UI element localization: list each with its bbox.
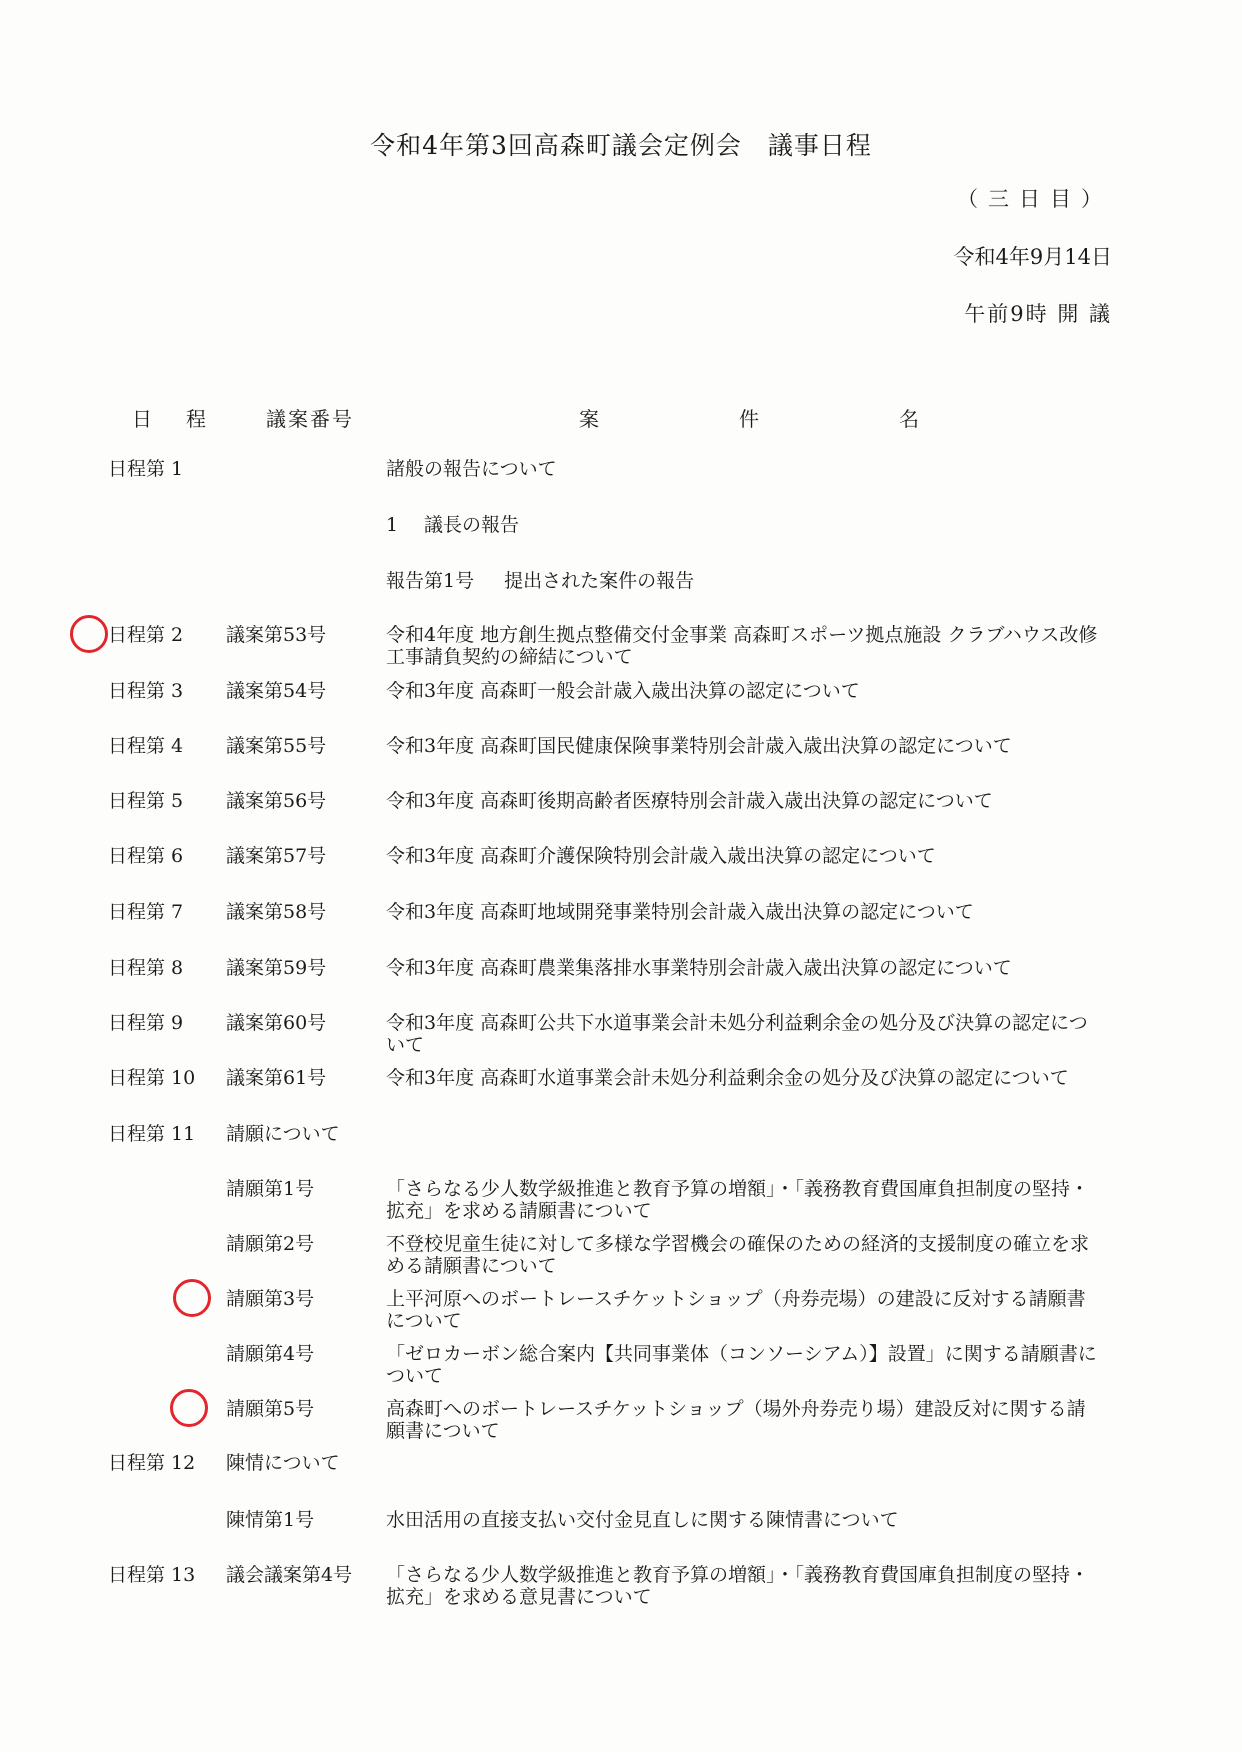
section-label: 請願について bbox=[226, 1123, 340, 1145]
subject-text: 令和3年度 高森町地域開発事業特別会計歳入歳出決算の認定について bbox=[386, 901, 974, 923]
schedule-label: 日程第 11 bbox=[108, 1123, 196, 1145]
bill-number: 議案第60号 bbox=[226, 1012, 327, 1034]
subject-text: 令和3年度 高森町農業集落排水事業特別会計歳入歳出決算の認定について bbox=[386, 957, 1012, 979]
column-header-schedule: 日程 bbox=[132, 407, 240, 431]
subject-text: 議長の報告 bbox=[424, 514, 520, 536]
red-circle-mark bbox=[173, 1279, 211, 1317]
column-header-bill-number: 議案番号 bbox=[266, 407, 354, 431]
subject-line bbox=[386, 570, 1098, 592]
schedule-label: 日程第 2 bbox=[108, 624, 184, 646]
subject-text: 「さらなる少人数学級推進と教育予算の増額」・「義務教育費国庫負担制度の堅持・拡充」を求める請願書について bbox=[386, 1178, 1090, 1222]
schedule-label: 日程第 3 bbox=[108, 680, 184, 702]
subject-text: 提出された案件の報告 bbox=[504, 570, 695, 592]
bill-number: 議案第57号 bbox=[226, 845, 327, 867]
subject-text: 令和3年度 高森町公共下水道事業会計未処分利益剰余金の処分及び決算の認定について bbox=[386, 1012, 1088, 1056]
subject-text: 令和3年度 高森町介護保険特別会計歳入歳出決算の認定について bbox=[386, 845, 936, 867]
subject-text: 令和3年度 高森町後期高齢者医療特別会計歳入歳出決算の認定について bbox=[386, 790, 993, 812]
subject-text: 「さらなる少人数学級推進と教育予算の増額」・「義務教育費国庫負担制度の堅持・拡充」を求める意見書について bbox=[386, 1564, 1090, 1608]
schedule-label: 日程第 13 bbox=[108, 1564, 196, 1586]
bill-number: 議案第58号 bbox=[226, 901, 327, 923]
session-day: （三日目） bbox=[957, 187, 1112, 211]
bill-number: 議会議案第4号 bbox=[226, 1564, 353, 1586]
bill-number: 議案第56号 bbox=[226, 790, 327, 812]
section-label: 陳情について bbox=[226, 1452, 340, 1474]
petition-number: 請願第4号 bbox=[226, 1343, 315, 1365]
schedule-label: 日程第 10 bbox=[108, 1067, 196, 1089]
schedule-label: 日程第 8 bbox=[108, 957, 184, 979]
subject-text: 令和3年度 高森町水道事業会計未処分利益剰余金の処分及び決算の認定について bbox=[386, 1067, 1069, 1089]
red-circle-mark bbox=[170, 1389, 208, 1427]
column-header-subject: 案件名 bbox=[579, 407, 1059, 431]
bill-number: 議案第53号 bbox=[226, 624, 327, 646]
schedule-label: 日程第 4 bbox=[108, 735, 184, 757]
bill-number: 議案第55号 bbox=[226, 735, 327, 757]
bill-number: 議案第59号 bbox=[226, 957, 327, 979]
petition-number: 請願第3号 bbox=[226, 1288, 315, 1310]
schedule-label: 日程第 7 bbox=[108, 901, 184, 923]
schedule-label: 日程第 12 bbox=[108, 1452, 196, 1474]
report-number: 報告第1号 bbox=[386, 570, 475, 592]
schedule-label: 日程第 6 bbox=[108, 845, 184, 867]
subject-text: 「ゼロカーボン総合案内【共同事業体（コンソーシアム）】設置」に関する請願書について bbox=[386, 1343, 1097, 1387]
page-title: 令和4年第3回高森町議会定例会 議事日程 bbox=[370, 131, 872, 160]
session-date: 令和4年9月14日 bbox=[953, 245, 1112, 269]
subject-text: 令和3年度 高森町一般会計歳入歳出決算の認定について bbox=[386, 680, 860, 702]
session-time: 午前9時 開 議 bbox=[964, 302, 1112, 326]
sub-item-number: 1 bbox=[386, 514, 399, 536]
schedule-label: 日程第 5 bbox=[108, 790, 184, 812]
subject-line bbox=[386, 514, 1098, 536]
bill-number: 議案第54号 bbox=[226, 680, 327, 702]
subject-text: 諸般の報告について bbox=[386, 458, 557, 480]
subject-text: 令和4年度 地方創生拠点整備交付金事業 高森町スポーツ拠点施設 クラブハウス改修工事請負契約の締結について bbox=[386, 624, 1098, 668]
red-circle-mark bbox=[70, 615, 108, 653]
petition-number: 陳情第1号 bbox=[226, 1509, 315, 1531]
petition-number: 請願第5号 bbox=[226, 1398, 315, 1420]
petition-number: 請願第2号 bbox=[226, 1233, 315, 1255]
subject-text: 水田活用の直接支払い交付金見直しに関する陳情書について bbox=[386, 1509, 899, 1531]
subject-text: 上平河原へのボートレースチケットショップ（舟券売場）の建設に反対する請願書について bbox=[386, 1288, 1086, 1332]
petition-number: 請願第1号 bbox=[226, 1178, 315, 1200]
subject-text: 令和3年度 高森町国民健康保険事業特別会計歳入歳出決算の認定について bbox=[386, 735, 1012, 757]
subject-text: 高森町へのボートレースチケットショップ（場外舟券売り場）建設反対に関する請願書について bbox=[386, 1398, 1086, 1442]
schedule-label: 日程第 1 bbox=[108, 458, 184, 480]
subject-text: 不登校児童生徒に対して多様な学習機会の確保のための経済的支援制度の確立を求める請願書について bbox=[386, 1233, 1090, 1277]
bill-number: 議案第61号 bbox=[226, 1067, 327, 1089]
schedule-label: 日程第 9 bbox=[108, 1012, 184, 1034]
